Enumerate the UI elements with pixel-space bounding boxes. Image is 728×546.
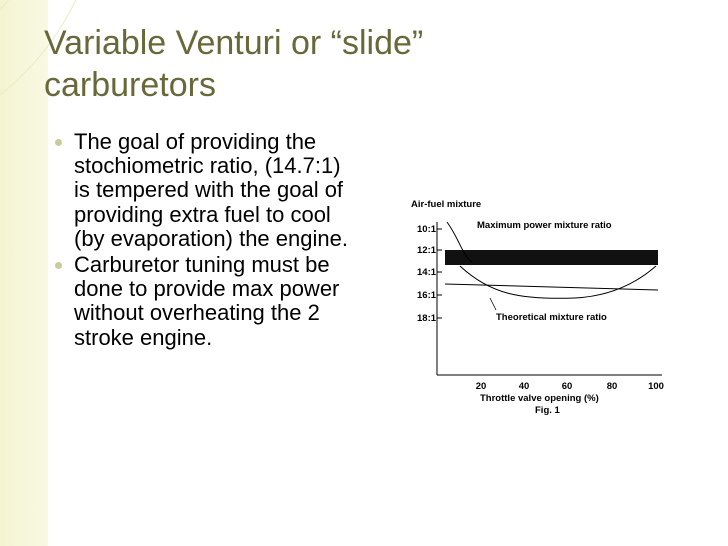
- y-tick-label: 12:1: [417, 245, 437, 256]
- theoretical-pointer: [490, 298, 496, 310]
- y-axis-title: Air-fuel mixture: [411, 199, 482, 210]
- figure-caption: Fig. 1: [535, 405, 560, 416]
- bullet-text: The goal of providing the stochiometric ratio, (14.7:1) is tempered with the goal of providing extra fuel to cool (by evaporation) the engine.: [74, 129, 348, 251]
- x-tick-label: 20: [475, 381, 487, 392]
- slide-title: [44, 22, 544, 106]
- y-tick-labels: [417, 224, 437, 324]
- x-tick-label: 80: [606, 381, 618, 392]
- bullet-dot-icon: [55, 262, 62, 269]
- max-power-band: [445, 250, 658, 265]
- x-axis-title: Throttle valve opening (%): [480, 393, 599, 404]
- bullet-item: [52, 253, 352, 350]
- x-tick-label: 40: [518, 381, 530, 392]
- bullet-dot-icon: [55, 139, 62, 146]
- max-power-label: Maximum power mixture ratio: [477, 220, 612, 231]
- y-tick-label: 10:1: [417, 224, 437, 235]
- mixture-curve: [460, 266, 656, 298]
- y-tick-label: 14:1: [417, 267, 437, 278]
- x-tick-label: 60: [561, 381, 573, 392]
- y-axis: [437, 222, 442, 375]
- slide-title-line: Variable Venturi or “slide”: [44, 24, 424, 62]
- slide-title-line: carburetors: [44, 66, 216, 104]
- bullet-text: Carburetor tuning must be done to provide max power without overheating the 2 stroke engine.: [74, 252, 340, 350]
- theoretical-ratio-label: Theoretical mixture ratio: [496, 312, 607, 323]
- air-fuel-figure: [400, 190, 670, 430]
- y-tick-label: 18:1: [417, 313, 437, 324]
- x-tick-label: 100: [648, 381, 664, 392]
- x-tick-labels: [476, 381, 664, 392]
- theoretical-ratio-line: [445, 284, 658, 290]
- bullet-item: [52, 130, 352, 251]
- bullet-list: [52, 130, 352, 352]
- y-tick-label: 16:1: [417, 290, 437, 301]
